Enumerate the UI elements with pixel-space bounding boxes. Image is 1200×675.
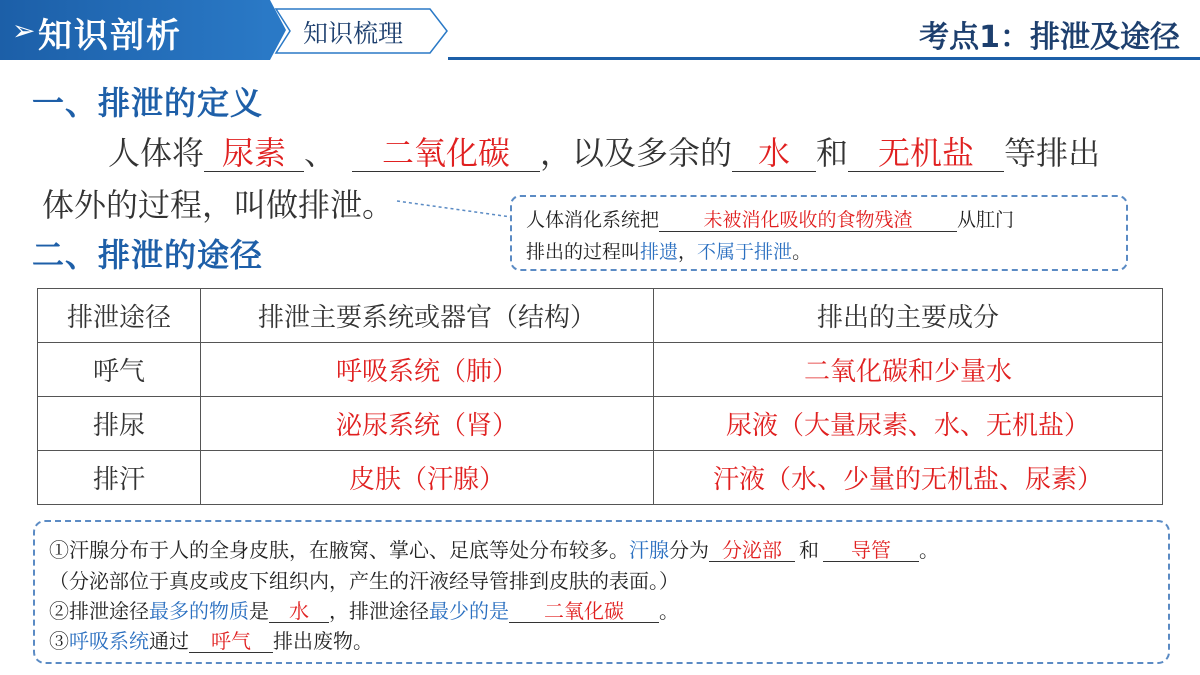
table-header-cell: 排泄主要系统或器官（结构） <box>201 289 654 343</box>
text-segment: 。 <box>659 599 679 623</box>
answer-blank: 二氧化碳 <box>509 601 659 623</box>
section-title: 知识剖析 <box>38 16 182 56</box>
text-segment: 通过 <box>149 629 189 653</box>
table-cell: 呼吸系统（肺） <box>201 343 654 397</box>
table-row <box>38 343 1163 397</box>
text-segment: 人体消化系统把 <box>526 209 660 231</box>
table-cell: 尿液（大量尿素、水、无机盐） <box>654 397 1163 451</box>
text-segment: ②排泄途径 <box>49 599 149 623</box>
routes-table <box>37 288 1163 505</box>
table-cell: 汗液（水、少量的无机盐、尿素） <box>654 451 1163 505</box>
callout-box <box>510 195 1128 271</box>
table-header-cell: 排泄途径 <box>38 289 201 343</box>
text-segment: 和 <box>816 134 849 172</box>
header-underline <box>448 57 1200 60</box>
answer-blank: 尿素 <box>204 137 304 172</box>
text-segment: 分为 <box>669 538 709 562</box>
note-1 <box>49 534 939 563</box>
text-segment: ， <box>678 241 698 263</box>
answer-blank: 水 <box>269 601 329 623</box>
highlight-term: 呼吸系统 <box>69 629 149 653</box>
text-segment: 。 <box>792 241 812 263</box>
table-cell: 排汗 <box>38 451 201 505</box>
text-segment: ①汗腺分布于人的全身皮肤，在腋窝、掌心、足底等处分布较多。 <box>49 538 629 562</box>
table-cell: 二氧化碳和少量水 <box>654 343 1163 397</box>
answer-blank: 无机盐 <box>848 137 1004 172</box>
text-segment: 人体将 <box>108 134 205 172</box>
text-segment: 等排出 <box>1004 134 1101 172</box>
text-segment: 排出的过程叫 <box>526 241 641 263</box>
highlight-term: 最少的是 <box>429 599 509 623</box>
text-segment: 是 <box>249 599 269 623</box>
note-4 <box>49 625 373 654</box>
text-segment: 、 <box>304 134 337 172</box>
text-segment: ，排泄途径 <box>329 599 429 623</box>
table-header-cell: 排出的主要成分 <box>654 289 1163 343</box>
text-segment: 和 <box>799 538 819 562</box>
note-3 <box>49 595 679 624</box>
arrow-icon: ➢ <box>12 14 36 47</box>
table-cell: 排尿 <box>38 397 201 451</box>
header-bar <box>0 0 1200 62</box>
highlight-term: 最多的物质 <box>149 599 249 623</box>
table-cell: 呼气 <box>38 343 201 397</box>
text-segment: ，以及多余的 <box>540 134 733 172</box>
text-segment: 排出废物。 <box>273 629 373 653</box>
tag-label: 知识梳理 <box>303 19 404 48</box>
highlight-term: 汗腺 <box>629 538 669 562</box>
table-cell: 皮肤（汗腺） <box>201 451 654 505</box>
answer-blank: 未被消化吸收的食物残渣 <box>659 211 957 232</box>
text-segment: 。 <box>919 538 939 562</box>
answer-blank: 导管 <box>823 540 919 562</box>
notes-box <box>33 520 1170 664</box>
table-cell: 泌尿系统（肾） <box>201 397 654 451</box>
callout-line-1 <box>526 205 1014 232</box>
text-segment: 从肛门 <box>957 209 1015 231</box>
highlight-term: 排遗 <box>640 241 679 263</box>
answer-blank: 呼气 <box>189 631 273 653</box>
definition-heading: 一、排泄的定义 <box>32 84 264 122</box>
answer-blank: 分泌部 <box>709 540 795 562</box>
callout-line-2 <box>526 237 811 264</box>
highlight-term: 不属于排泄 <box>697 241 793 263</box>
table-row <box>38 451 1163 505</box>
answer-blank: 水 <box>732 137 816 172</box>
definition-line-1 <box>108 128 1100 174</box>
note-2: （分泌部位于真皮或皮下组织内，产生的汗液经导管排到皮肤的表面。） <box>49 569 679 593</box>
topic-title: 考点1：排泄及途径 <box>919 20 1180 55</box>
definition-line-2: 体外的过程，叫做排泄。 <box>42 186 395 224</box>
table-header-row <box>38 289 1163 343</box>
table-row <box>38 397 1163 451</box>
routes-heading: 二、排泄的途径 <box>32 236 264 274</box>
callout-connector <box>395 195 515 225</box>
text-segment: ③ <box>49 629 69 653</box>
answer-blank: 二氧化碳 <box>352 137 540 172</box>
